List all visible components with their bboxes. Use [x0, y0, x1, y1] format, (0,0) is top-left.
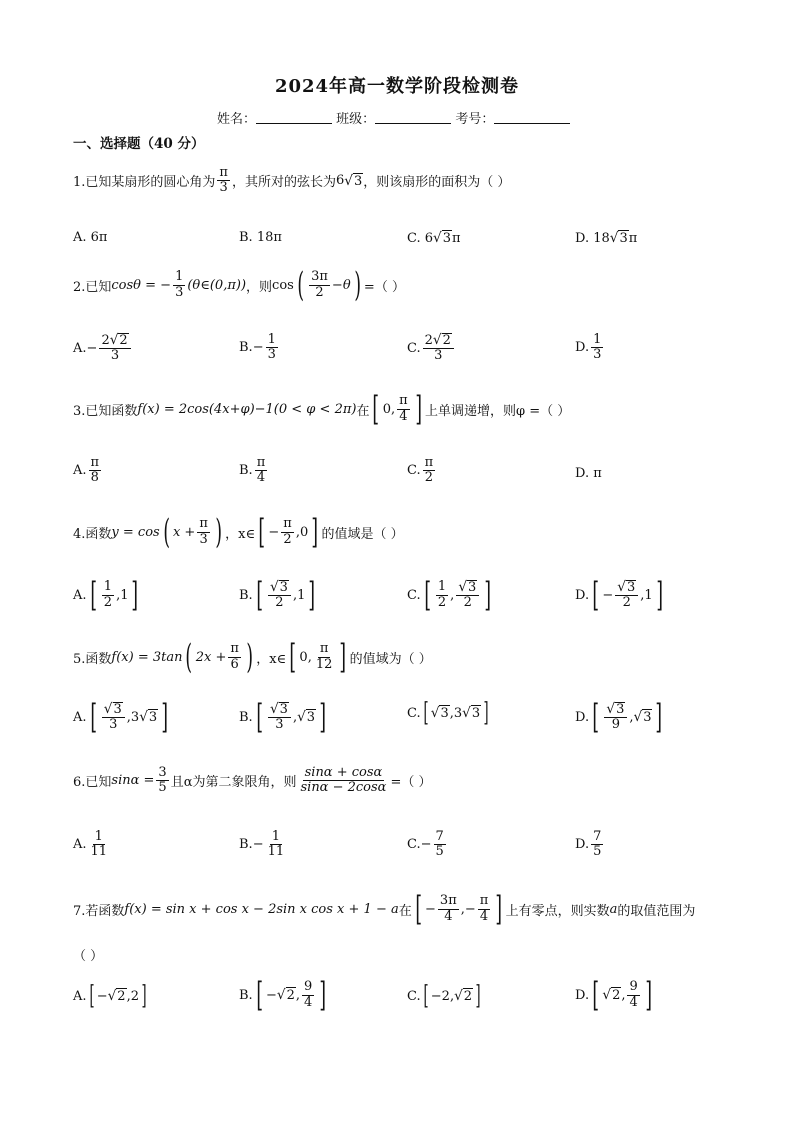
q5-option-c[interactable]: C. [ √ 3 ,3 √ 3 ] — [407, 698, 489, 728]
class-blank[interactable] — [375, 111, 451, 124]
number-label: 考号： — [455, 112, 495, 127]
q3-option-d[interactable]: D. π — [575, 466, 602, 481]
q4-option-c[interactable]: C. [ $\frac{1}{2}$ , √ 3 2 ] — [407, 575, 492, 615]
question-1: 1.已知某扇形的圆心角为 $\frac{\pi}{3}$ ，其所对的弦长为 6 √ 3 ，则该扇形的面积为（ ） — [73, 165, 511, 196]
question-4: 4.函数 y = cos ( x + $\frac{\pi}{3}$ ) ，x∈ [ − $\frac{\pi}{2}$ ,0 ] 的值域是（ ） — [73, 512, 404, 552]
student-info — [217, 108, 570, 127]
question-6: 6.已知 sinα = $\frac{3}{5}$ 且α为第二象限角，则 $\frac{\sin\alpha + \cos\alpha}{\sin\alpha - 2\cos\alpha}$ =（ ） — [73, 765, 432, 796]
section-heading: 一、选择题（40 分） — [73, 136, 205, 152]
class-label: 班级： — [336, 112, 376, 127]
q7-answer-paren: （ ） — [73, 949, 104, 964]
q1-option-b[interactable]: B. 18π — [239, 230, 282, 245]
q7-option-b[interactable]: B. [ − √ 2 , $\frac{9}{4}$ ] — [239, 975, 327, 1015]
q1-option-d[interactable]: D. 18 √ 3 π — [575, 230, 638, 246]
q6-option-c[interactable]: C. − $\frac{7}{5}$ — [407, 829, 444, 860]
q1-option-a[interactable]: A. 6π — [73, 230, 108, 245]
q2-option-b[interactable]: B. − $\frac{1}{3}$ — [239, 332, 276, 363]
question-5: 5.函数 f(x) = 3tan ( 2x + $\frac{\pi}{6}$ ) ，x∈ [ 0, $\frac{\pi}{12}$ ] 的值域为（ ） — [73, 637, 432, 677]
q6-option-a[interactable]: A. $\frac{1}{11}$ — [73, 829, 108, 860]
q7-option-a[interactable]: A. [ − √ 2 ,2 ] — [73, 981, 147, 1011]
q1-chord-root: √ 3 — [344, 172, 363, 189]
q5-option-a[interactable]: A. [ √ 3 3 ,3 √ 3 ] — [73, 697, 169, 737]
name-blank[interactable] — [256, 111, 332, 124]
q7-option-c[interactable]: C. [ −2, √ 2 ] — [407, 981, 481, 1011]
q5-option-d[interactable]: D. [ √ 3 9 , √ 3 ] — [575, 697, 663, 737]
q1-option-c[interactable]: C. 6 √ 3 π — [407, 230, 461, 246]
q2-option-a[interactable]: A. − 2 √ 2 3 — [73, 333, 133, 364]
q1-angle-fraction: $\frac{\pi}{3}$ — [219, 165, 228, 196]
number-blank[interactable] — [494, 111, 570, 124]
question-7: 7.若函数 f(x) = sin x + cos x − 2sin x cos x + 1 − a 在 [ − $\frac{3\pi}{4}$ ,− $\frac{\pi}{4}$ ] 上有零点，则实数 a 的取值范围为 — [73, 889, 696, 929]
q2-option-d[interactable]: D. $\frac{1}{3}$ — [575, 332, 602, 363]
q4-option-a[interactable]: A. [ $\frac{1}{2}$ ,1 ] — [73, 575, 139, 615]
q3-option-a[interactable]: A. $\frac{\pi}{8}$ — [73, 455, 100, 486]
q6-option-d[interactable]: D. $\frac{7}{5}$ — [575, 829, 602, 860]
q5-option-b[interactable]: B. [ √ 3 3 , √ 3 ] — [239, 697, 327, 737]
q2-option-c[interactable]: C. 2 √ 2 3 — [407, 333, 456, 364]
question-3: 3.已知函数 f(x) = 2cos(4x+φ)−1(0 < φ < 2π) 在 [ 0, $\frac{\pi}{4}$ ] 上单调递增，则φ =（ ） — [73, 389, 571, 429]
q6-option-b[interactable]: B. − $\frac{1}{11}$ — [239, 829, 285, 860]
q4-option-b[interactable]: B. [ √ 3 2 ,1 ] — [239, 575, 316, 615]
q4-option-d[interactable]: D. [ − √ 3 2 ,1 ] — [575, 575, 663, 615]
name-label: 姓名： — [217, 112, 257, 127]
q3-option-b[interactable]: B. $\frac{\pi}{4}$ — [239, 455, 266, 486]
q7-option-d[interactable]: D. [ √ 2 , $\frac{9}{4}$ ] — [575, 975, 652, 1015]
q3-option-c[interactable]: C. $\frac{\pi}{2}$ — [407, 455, 434, 486]
question-2: 2.已知 cosθ = − $\frac{1}{3}$ (θ∈(0,π)) ，则 cos ( $\frac{3\pi}{2}$ −θ ) =（ ） — [73, 265, 405, 305]
page-title: 2024年高一数学阶段检测卷 — [274, 76, 520, 97]
q1-text: 1.已知某扇形的圆心角为 — [73, 175, 216, 191]
